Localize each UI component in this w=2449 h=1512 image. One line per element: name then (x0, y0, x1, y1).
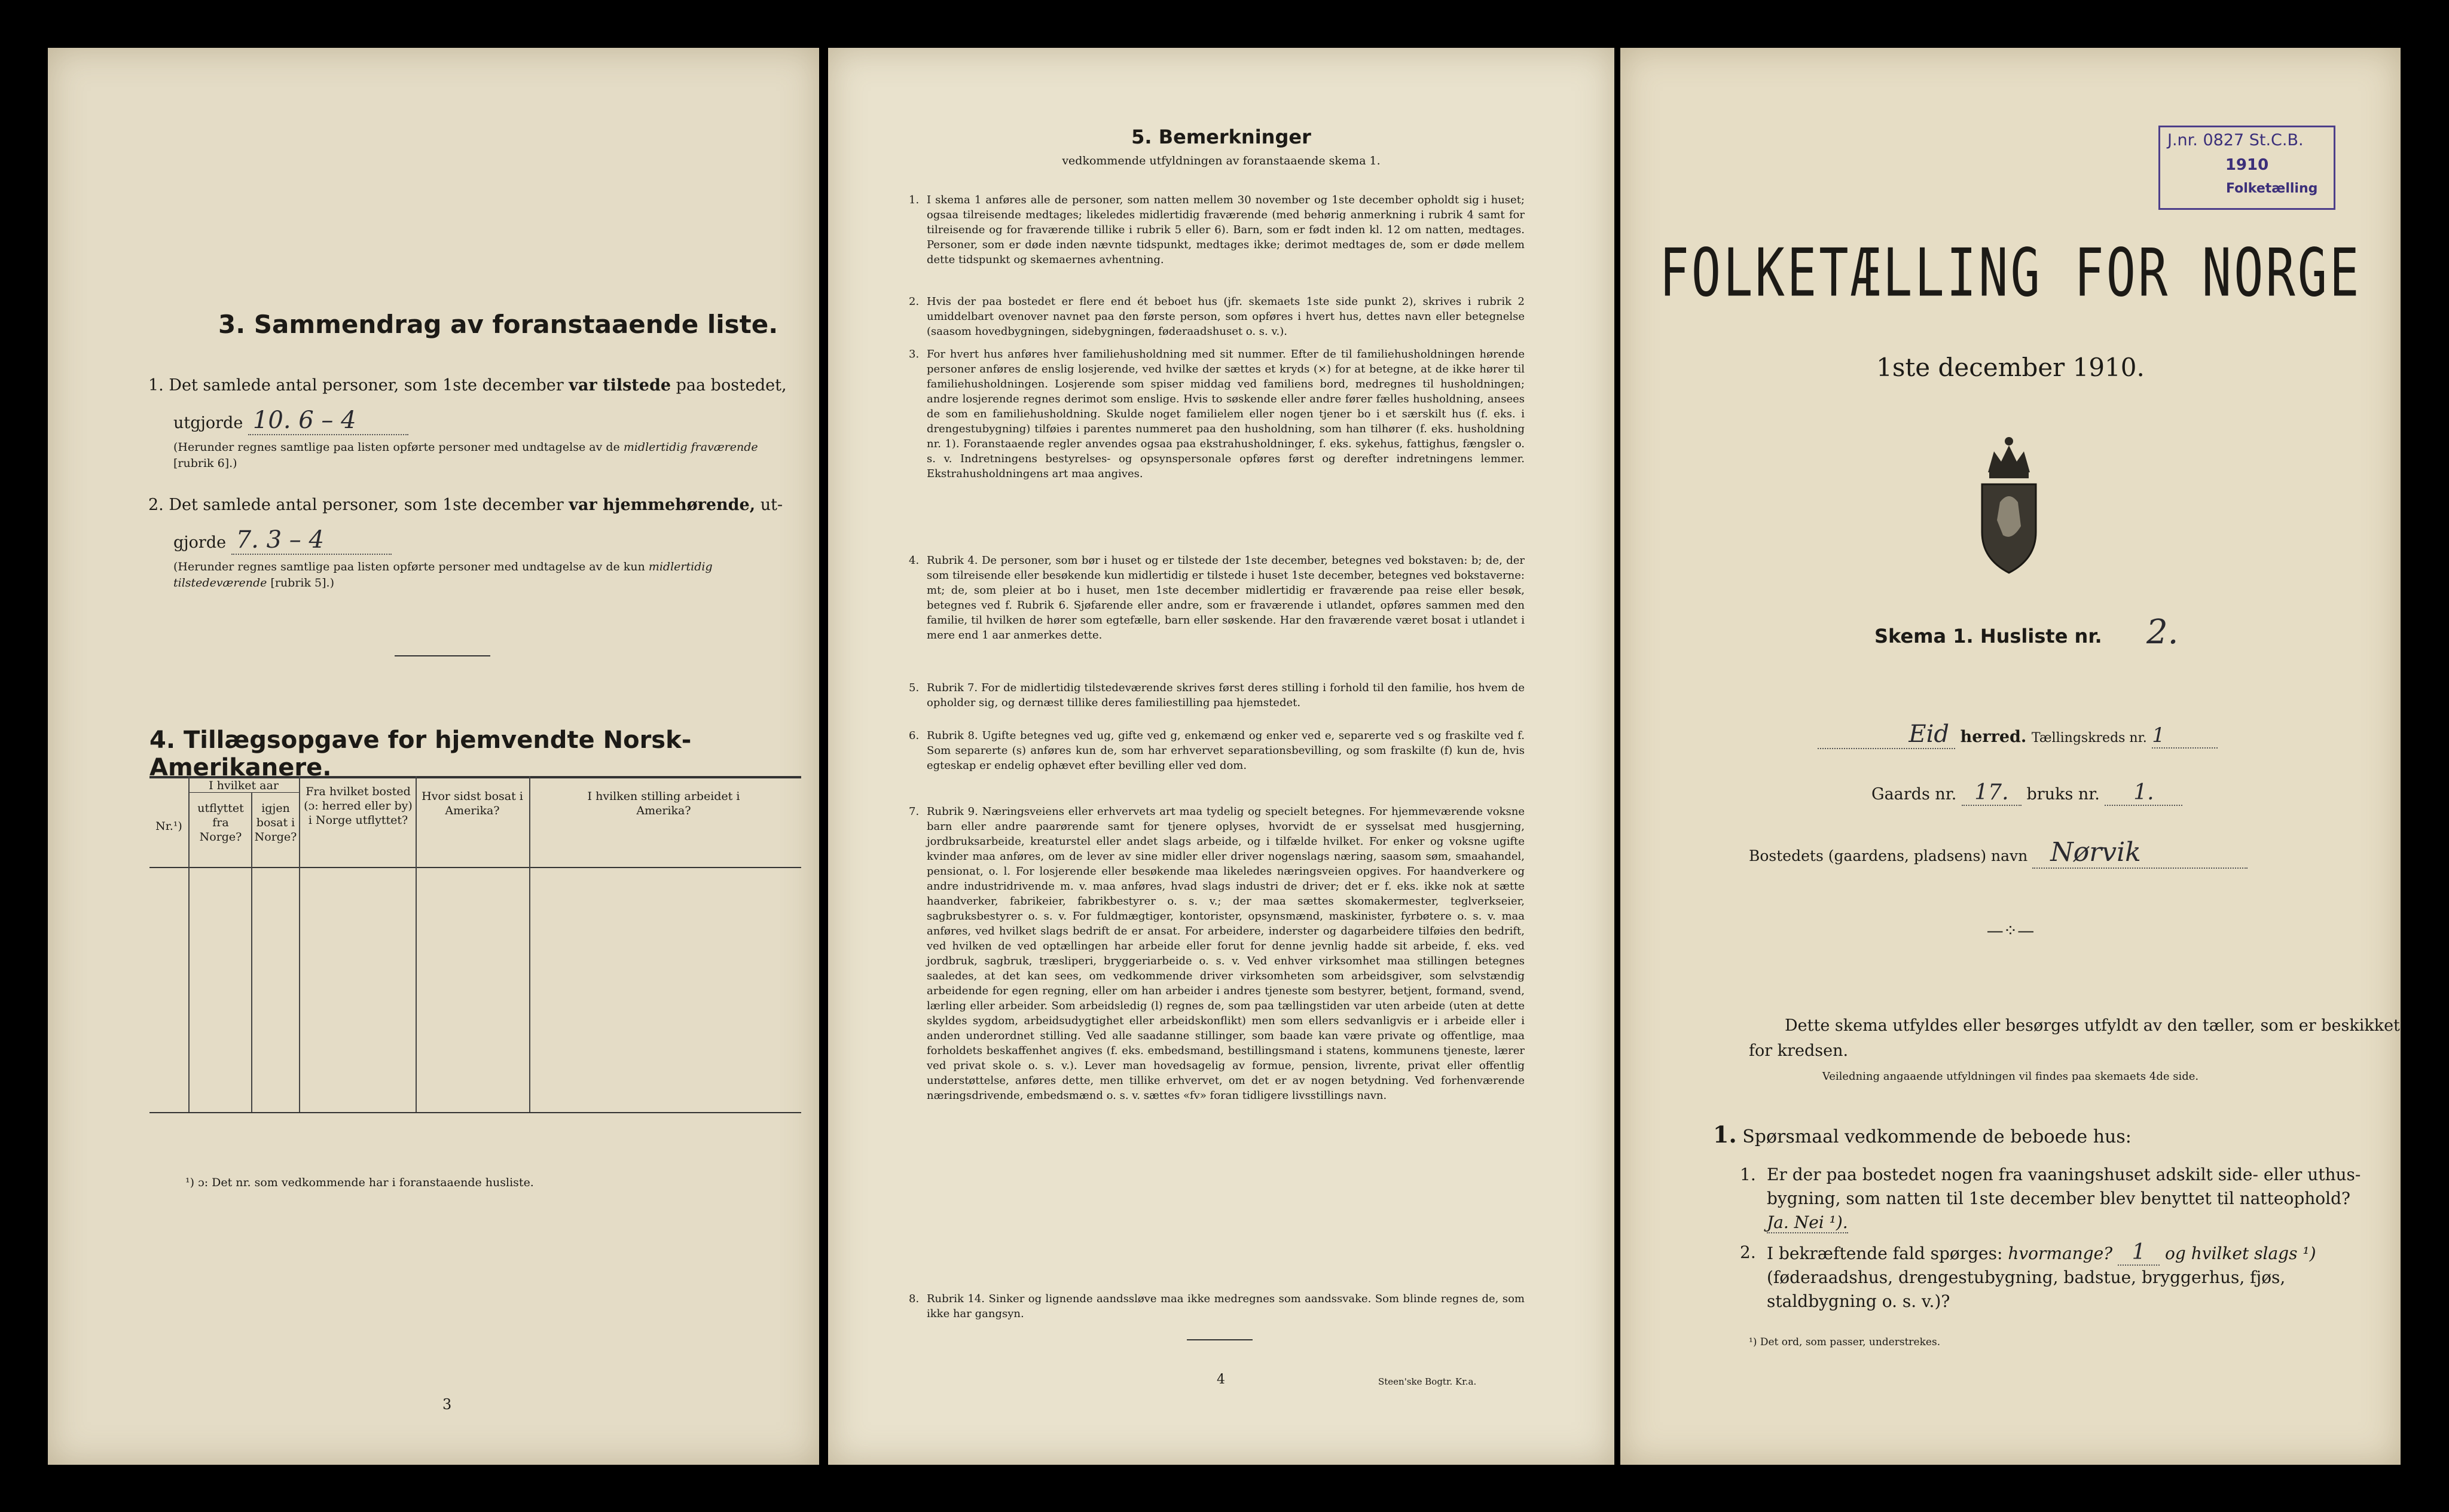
col-group: I hvilket aar (209, 779, 279, 792)
q2-value: 1 (2118, 1241, 2160, 1266)
remark-3: 3. For hvert hus anføres hver familiehusholdning med sit nummer. Efter de til familiehusholdningen hørende personer anføres de enslig losjerende, ved hvilke der sættes et kryds (×) for at betegne, at de ikke hører til familiehusholdningen. Losjerende som spiser middag ved familiens bord, medregnes til husholdningen; andre losjerende regnes derimot som enslige. Hvis to søskende eller andre fører fælles husholdning, ansees de som en familiehusholdning. Skulde noget familielem eller nogen tjener bo i et særskilt hus (f. eks. i drengestubygning) tilføies i parentes nummeret paa den husholdning, som han tilhører (f. eks. husholdning nr. 1). Foranstaaende regler anvendes ogsaa paa ekstrahusholdninger, f. eks. sykehus, fattighus, fængsler o. s. v. Indretningens bestyrelses- og opsynspersonale opføres først og derefter indretningens lemmer. Ekstrahusholdningens art maa angives. (909, 348, 1525, 480)
item2-note: (Herunder regnes samtlige paa listen opførte personer med undtagelse av de kun midlertidig tilstedeværende [rubrik 5].) (173, 560, 713, 589)
bosted-value: Nørvik (2032, 837, 2248, 869)
left-page (48, 48, 819, 1465)
section3-title: 3. Sammendrag av foranstaaende liste. (218, 310, 778, 339)
col-occupation: I hvilken stilling arbeidet i Amerika? (587, 790, 740, 817)
right-page (1620, 48, 2401, 1465)
herred-value: Eid (1908, 720, 1949, 748)
bruks-value: 1. (2105, 780, 2182, 806)
middle-page (828, 48, 1614, 1465)
remark-1: 1. I skema 1 anføres alle de personer, som natten mellem 30 november og 1ste december opholdt sig i huset; ogsaa tilreisende medtages; likeledes midlertidig fraværende (med behørig anmerkning i rubrik 4 samt for tilreisende og for fraværende tillike i rubrik 5 eller 6). Barn, som er født inden kl. 12 om natten, medtages. Personer, som er døde inden nævnte tidspunkt, medtages ikke; derimot medtages de, som er døde mellem dette tidspunkt og skemaernes avhentning. (909, 194, 1525, 266)
remarks-subtitle: vedkommende utfyldningen av foranstaaende skema 1. (1062, 154, 1381, 167)
coat-of-arms-icon (1976, 430, 2042, 577)
item2-value: 7. 3 – 4 (231, 526, 392, 555)
table-footnote: ¹) ɔ: Det nr. som vedkommende har i foranstaaende husliste. (185, 1176, 534, 1189)
summary-item-1: 1. Det samlede antal personer, som 1ste december var tilstede paa bostedet, (148, 376, 787, 395)
col-emigrated: utflyttet fra Norge? (197, 802, 244, 844)
item1-utgjorde-row: utgjorde 10. 6 – 4 (173, 407, 408, 435)
kreds-label: Tællingskreds nr. (2031, 731, 2147, 746)
remark-5: 5. Rubrik 7. For de midlertidig tilstedeværende skrives først deres stilling i forhold til den familie, hos hvem de opholder sig, og dernæst tillike deres familiestilling paa hjemstedet. (909, 682, 1525, 709)
ornament: —⁘— (1986, 921, 2035, 940)
printer-imprint: Steen'ske Bogtr. Kr.a. (1378, 1376, 1477, 1387)
col-nr: Nr.¹) (155, 820, 182, 833)
question-1: 1. Er der paa bostedet nogen fra vaaningshuset adskilt side- eller uthus-bygning, som natten til 1ste december blev benyttet til natteophold? Ja. Nei ¹). (1740, 1165, 2361, 1232)
remark-7: 7. Rubrik 9. Næringsveiens eller erhvervets art maa tydelig og specielt betegnes. For hjemmeværende voksne barn eller andre paarørende samt for tjenere oplyses, hvorvidt de er sysselsat med husgjerning, jordbruksarbeide, kreaturstel eller andet slags arbeide, og i tilfælde hvilket. For enker og voksne ugifte kvinder maa anføres, om de lever av sine midler eller driver nogenslags næring, saasom søm, smaahandel, pensionat, o. l. For losjerende eller besøkende maa likeledes næringsveien opgives. For haandverkere og andre industridrivende m. v. maa anføres, hvad slags industri de driver; det er f. eks. ikke nok at sætte haandverker, fabrikeier, fabrikbestyrer o. s. v.; der maa sættes skomakermester, teglverkseier, sagbruksbestyrer o. s. v. For fuldmægtiger, kontorister, opsynsmænd, maskinister, fyrbøtere o. s. v. maa anføres, ved hvilket slags bedrift de er ansat. For arbeidere, inderster og dagarbeidere tilføies den bedrift, ved hvilken de ved optællingen har arbeide eller forut for denne jevnlig hadde sit arbeide, f. eks. ved jordbruk, sagbruk, træsliperi, bryggeriarbeide o. s. v. Ved enhver virksomhet maa stillingen betegnes saaledes, at det kan sees, om vedkommende driver virksomheten som arbeidsgiver, som selvstændig arbeidende for egen regning, eller om han arbeider i andres tjeneste som bestyrer, betjent, formand, svend, lærling eller arbeider. Som arbeidsledig (l) regnes de, som paa tællingstiden var uten arbeide (uten at dette skyldes sygdom, arbeidsudygtighet eller arbeidskonflikt) men som ellers sedvanligvis er i arbeide eller i anden underordnet stilling. Ved alle saadanne stillinger, som baade kan være private og offentlige, maa forholdets beskaffenhet angives (f. eks. embedsmand, bestillingsmand i statens, kommunens tjeneste, lærer ved privat skole o. s. v.). Lever man hovedsagelig av formue, pension, livrente, privat eller offentlig understøttelse, anføres dette, men tillike erhvervet, om det er av nogen betydning. Ved forhenværende næringsdrivende, embedsmænd o. s. v. sættes «fv» foran tidligere livsstillings navn. (909, 805, 1525, 1102)
item1-note: (Herunder regnes samtlige paa listen opførte personer med undtagelse av de midlertidig fraværende [rubrik 6].) (173, 441, 758, 470)
instruction-text: Dette skema utfyldes eller besørges utfyldt av den tæller, som er beskikket for kredsen. (1749, 1016, 2400, 1060)
skema-label: Skema 1. Husliste nr. (1874, 625, 2102, 647)
bosted-row: Bostedets (gaardens, pladsens) navn Nørvik (1749, 837, 2248, 869)
q1-answer: Ja. Nei ¹). (1767, 1212, 1848, 1232)
right-footnote: ¹) Det ord, som passer, understrekes. (1749, 1336, 1941, 1348)
gaards-row: Gaards nr. 17. bruks nr. 1. (1871, 780, 2182, 806)
divider (395, 655, 490, 656)
document-title: FOLKETÆLLING FOR NORGE (1659, 235, 2362, 312)
remark-6: 6. Rubrik 8. Ugifte betegnes ved ug, gifte ved g, enkemænd og enker ved e, separerte ved s og fraskilte ved f. Som separerte (s) anføres kun de, som har erhvervet separationsbevilling, og som fraskilte (f) kun de, hvis egteskap er endelig ophævet efter bevilling eller ved dom. (909, 729, 1525, 772)
question-2: 2. I bekræftende fald spørges: hvormange? 1 og hvilket slags ¹) (føderaadshus, drengestubygning, badstue, bryggerhus, fjøs, staldbygning o. s. v.)? (1740, 1240, 2316, 1311)
registry-stamp: J.nr. 0827 St.C.B. 1910 Folketælling (2158, 126, 2335, 210)
item2-utgjorde-row: gjorde 7. 3 – 4 (173, 526, 392, 555)
gaards-value: 17. (1962, 780, 2022, 806)
summary-item-2: 2. Det samlede antal personer, som 1ste december var hjemmehørende, ut- (148, 496, 783, 514)
divider (1187, 1339, 1253, 1340)
census-date: 1ste december 1910. (1876, 353, 2145, 382)
remark-2: 2. Hvis der paa bostedet er flere end ét beboet hus (jfr. skemaets 1ste side punkt 2), skrives i rubrik 2 umiddelbart ovenover navnet paa den første person, som opføres i hvert hus, dettes navn eller betegnelse (saasom hovedbygningen, sidebygningen, føderaadshuset o. s. v.). (909, 295, 1525, 338)
page-number: 4 (1217, 1372, 1225, 1387)
herred-row (1818, 720, 2344, 749)
remark-8: 8. Rubrik 14. Sinker og lignende aandssløve maa ikke medregnes som aandssvake. Som blinde regnes de, som ikke har gangsyn. (909, 1293, 1525, 1320)
husliste-number: 2. (2146, 613, 2179, 652)
page-number: 3 (442, 1396, 452, 1413)
remarks-title: 5. Bemerkninger (1131, 126, 1311, 148)
col-from-where: Fra hvilket bosted (ɔ: herred eller by) i Norge utflyttet? (304, 785, 413, 827)
col-returned: igjen bosat i Norge? (254, 802, 297, 844)
col-last-place: Hvor sidst bosat i Amerika? (422, 790, 523, 817)
instruction-small: Veiledning angaaende utfyldningen vil findes paa skemaets 4de side. (1822, 1070, 2199, 1083)
section4-title: 4. Tillægsopgave for hjemvendte Norsk-Amerikanere. (149, 726, 692, 781)
questions-header: 1. Spørsmaal vedkommende de beboede hus: (1713, 1121, 2132, 1148)
herred-label: herred. (1960, 728, 2027, 746)
remark-4: 4. Rubrik 4. De personer, som bør i huset og er tilstede der 1ste december, betegnes ved bokstaven: b; de, der som tilreisende eller besøkende kun midlertidig er tilstede i huset 1ste december, betegnes ved bokstaverne: mt; de, som pleier at bo i huset, men 1ste december midlertidig er fraværende paa reise eller besøk, betegnes ved f. Rubrik 6. Sjøfarende eller andre, som er fraværende i utlandet, opføres sammen med den familie, til hvilken de hører som egtefælle, barn eller søskende. Har den fraværende været bosat i utlandet i mere end 1 aar anmerkes dette. (909, 554, 1525, 642)
item1-value: 10. 6 – 4 (248, 407, 408, 435)
kreds-value: 1 (2152, 723, 2218, 749)
